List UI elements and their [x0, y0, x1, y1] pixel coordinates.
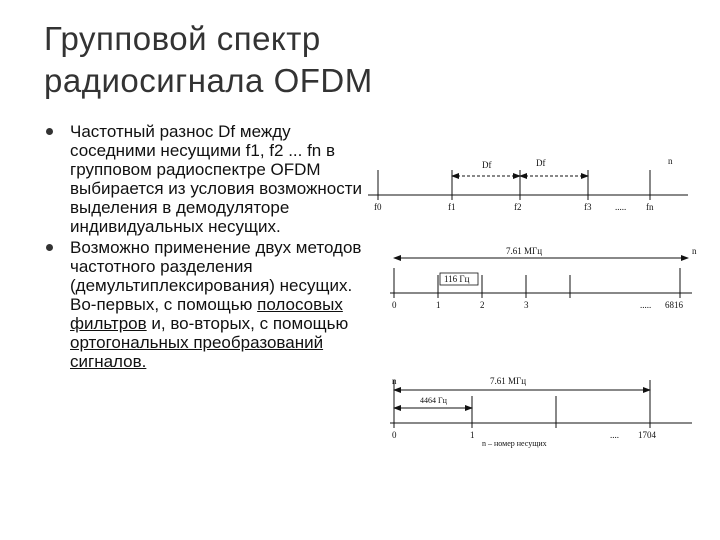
- span-label: 7.61 МГц: [490, 376, 527, 386]
- tick-label: 6816: [665, 300, 683, 310]
- tick-label: 0: [392, 300, 397, 310]
- bullet-item-2: [44, 238, 364, 371]
- bullet-dot-icon: [46, 128, 53, 135]
- bullet-list: [44, 122, 364, 373]
- page-title: [44, 18, 684, 102]
- link-orthogonal-transforms[interactable]: ортогональных преобразований сигналов.: [70, 333, 324, 371]
- title-line-2: радиосигнала OFDM: [44, 62, 373, 99]
- tick-label: f0: [374, 202, 382, 212]
- tick-label: 1: [436, 300, 441, 310]
- bullet-item-1: [44, 122, 364, 236]
- diagram-2k-mode: [390, 376, 692, 448]
- spectrum-diagrams: [360, 140, 700, 460]
- span-label: 7.61 МГц: [506, 246, 543, 256]
- tick-label: f2: [514, 202, 522, 212]
- diagram-8k-mode: [390, 246, 697, 310]
- bullet-text-2a: Возможно применение двух методов частотного разделения (демультиплексирования) несущих. Во-первых, с помощью: [70, 238, 362, 314]
- tick-label: 1: [470, 430, 475, 440]
- tick-label: .....: [615, 202, 627, 212]
- n-label: n: [392, 376, 397, 386]
- tick-label: 0: [392, 430, 397, 440]
- diagram-carriers-f: [368, 156, 688, 212]
- tick-label: .....: [640, 300, 652, 310]
- tick-label: 1704: [638, 430, 656, 440]
- spacing-label: 116 Гц: [444, 274, 470, 284]
- bullet-text-1: Частотный разнос Df между соседними несущими f1, f2 ... fn в групповом радиоспектре OFDM выбирается из условия возможности выделения в демодуляторе индивидуальных несущих.: [70, 122, 362, 236]
- n-label: n: [692, 246, 697, 256]
- n-label: n: [668, 156, 673, 166]
- bullet-text-2b: и, во-вторых, с помощью: [146, 314, 349, 333]
- tick-label: f1: [448, 202, 456, 212]
- sub-label: 4464 Гц: [420, 396, 447, 405]
- tick-label: 2: [480, 300, 485, 310]
- bullet-dot-icon: [46, 244, 53, 251]
- tick-label: fn: [646, 202, 654, 212]
- title-line-1: Групповой спектр: [44, 20, 321, 57]
- tick-label: f3: [584, 202, 592, 212]
- axis-caption: n – номер несущих: [482, 439, 547, 448]
- df-label-left: Df: [482, 160, 492, 170]
- tick-label: 3: [524, 300, 529, 310]
- link-bandpass-filters[interactable]: полосовых фильтров: [70, 295, 343, 333]
- df-label-right: Df: [536, 158, 546, 168]
- tick-label: ....: [610, 430, 619, 440]
